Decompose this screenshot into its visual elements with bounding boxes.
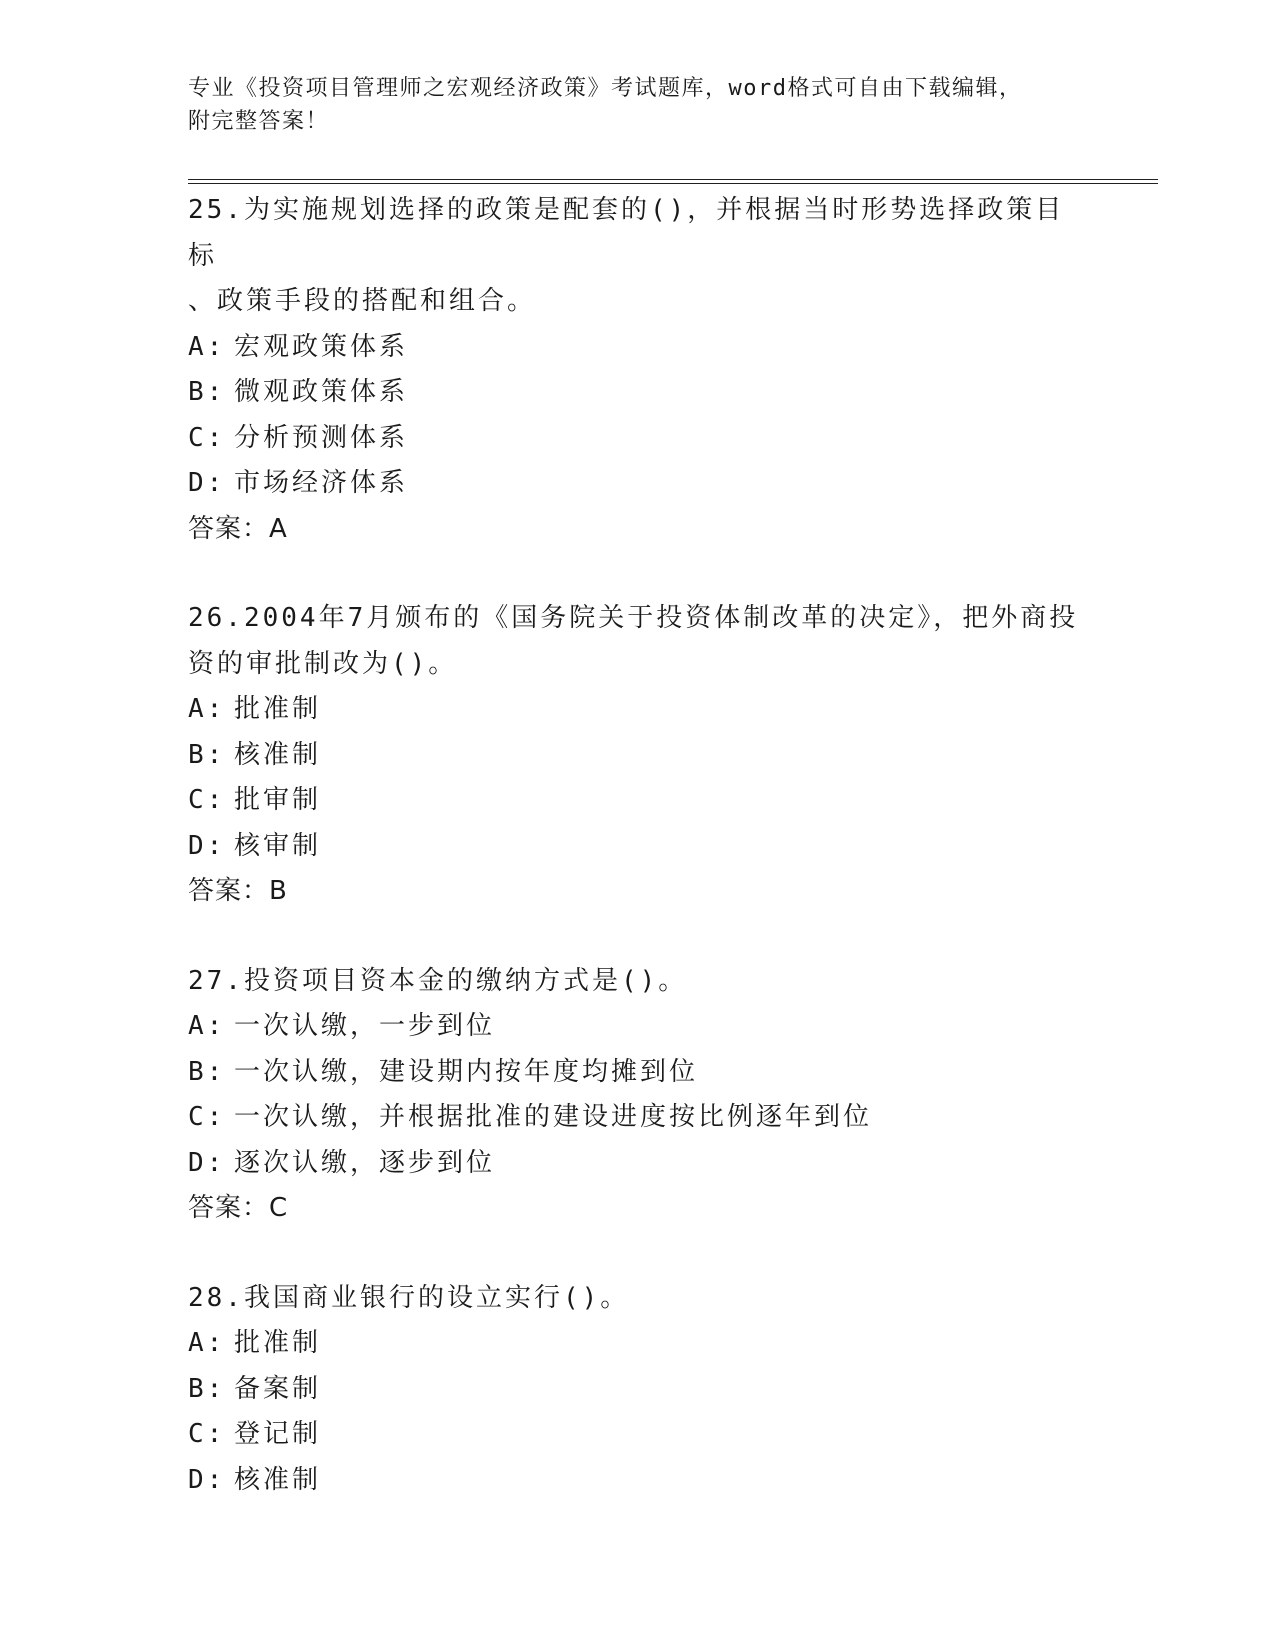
option-text: 批审制 <box>234 785 322 815</box>
question-block <box>188 959 1088 1232</box>
question-block <box>188 1276 1088 1504</box>
option-text: 核准制 <box>234 739 322 770</box>
option-text: 登记制 <box>234 1419 322 1449</box>
option-text: 分析预测体系 <box>234 422 409 453</box>
option-text: 一次认缴，建设期内按年度均摊到位 <box>234 1056 699 1087</box>
option-letter: D: <box>188 468 226 498</box>
option-letter: C: <box>188 1419 226 1449</box>
option-letter: B: <box>188 377 226 407</box>
answer-option <box>188 1095 1088 1141</box>
option-text: 核准制 <box>234 1464 322 1495</box>
option-letter: A: <box>188 331 226 362</box>
question-text-line: 27.投资项目资本金的缴纳方式是()。 <box>188 965 688 996</box>
answer-option <box>188 461 1088 507</box>
option-letter: B: <box>188 739 226 770</box>
option-letter: D: <box>188 1147 226 1178</box>
question-text-line: 25.为实施规划选择的政策是配套的()，并根据当时形势选择政策目标 <box>188 195 1065 271</box>
question-block <box>188 596 1088 915</box>
option-letter: C: <box>188 785 226 815</box>
document-header <box>188 72 1088 138</box>
question-text-line: 、政策手段的搭配和组合。 <box>188 286 537 316</box>
option-letter: D: <box>188 1464 226 1495</box>
question-text-line: 资的审批制改为()。 <box>188 648 458 679</box>
option-letter: A: <box>188 1011 226 1041</box>
header-line-1: 专业《投资项目管理师之宏观经济政策》考试题库，word格式可自由下载编辑， <box>188 76 1023 101</box>
question-text-line: 28.我国商业银行的设立实行()。 <box>188 1282 630 1313</box>
question-list <box>188 188 1088 1547</box>
answer-key: 答案：A <box>188 513 288 544</box>
option-text: 批准制 <box>234 694 322 724</box>
option-letter: D: <box>188 830 226 861</box>
header-divider <box>188 179 1158 184</box>
option-text: 批准制 <box>234 1328 322 1358</box>
answer-option <box>188 1004 1088 1050</box>
answer-option <box>188 416 1088 462</box>
answer-option <box>188 1412 1088 1458</box>
option-text: 市场经济体系 <box>234 468 409 498</box>
answer-option <box>188 370 1088 416</box>
answer-option <box>188 778 1088 824</box>
answer-key: 答案：C <box>188 1193 289 1223</box>
option-text: 备案制 <box>234 1373 322 1404</box>
option-text: 一次认缴，并根据批准的建设进度按比例逐年到位 <box>234 1102 873 1132</box>
option-letter: C: <box>188 422 226 453</box>
option-text: 逐次认缴，逐步到位 <box>234 1147 496 1178</box>
answer-option <box>188 1367 1088 1413</box>
option-letter: C: <box>188 1102 226 1132</box>
answer-option <box>188 1321 1088 1367</box>
option-text: 微观政策体系 <box>234 377 409 407</box>
answer-key: 答案：B <box>188 876 288 906</box>
option-letter: B: <box>188 1056 226 1087</box>
header-line-2: 附完整答案！ <box>188 109 330 134</box>
answer-option <box>188 1458 1088 1504</box>
answer-option <box>188 733 1088 779</box>
option-text: 核审制 <box>234 830 322 861</box>
answer-option <box>188 824 1088 870</box>
question-text-line: 26.2004年7月颁布的《国务院关于投资体制改革的决定》，把外商投 <box>188 603 1079 633</box>
answer-option <box>188 325 1088 371</box>
option-letter: A: <box>188 1328 226 1358</box>
question-block <box>188 188 1088 552</box>
option-letter: A: <box>188 694 226 724</box>
option-text: 一次认缴，一步到位 <box>234 1011 496 1041</box>
option-text: 宏观政策体系 <box>234 331 409 362</box>
option-letter: B: <box>188 1373 226 1404</box>
answer-option <box>188 1141 1088 1187</box>
answer-option <box>188 1050 1088 1096</box>
answer-option <box>188 687 1088 733</box>
